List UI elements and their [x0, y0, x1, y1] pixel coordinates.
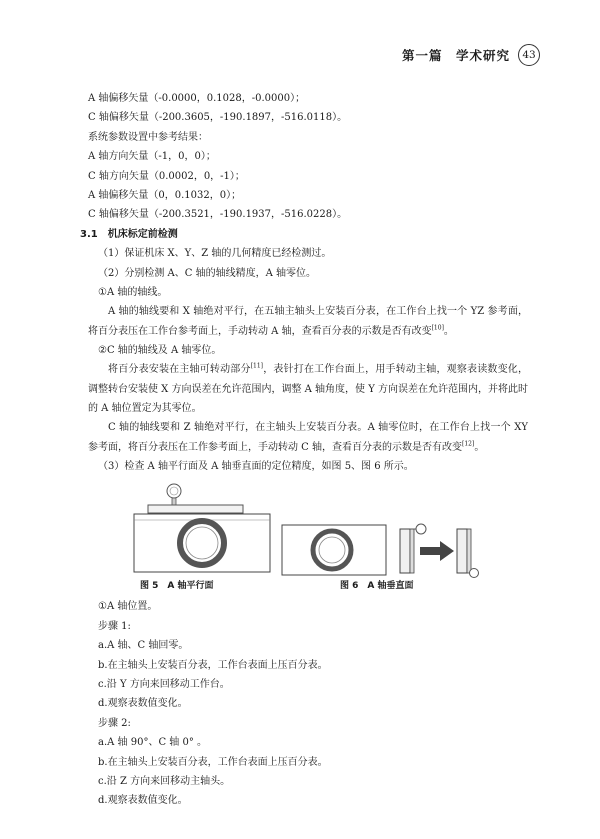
text-line: A 轴偏移矢量（0，0.1032，0）；: [88, 190, 242, 202]
citation: [12]: [462, 440, 475, 448]
side-plate: [400, 529, 410, 573]
text-line: ①A 轴位置。: [98, 601, 158, 613]
paragraph: C 轴的轴线要和 Z 轴绝对平行，在主轴头上安装百分表。A 轴零位时，在工作台上找一个 XY 参考面，将百分表压在工作参考面上，手动转动 C 轴，查看百分表的示数是否有改变[12]。: [88, 422, 528, 453]
figure-5: [132, 483, 272, 575]
citation: [11]: [250, 363, 264, 371]
text-line: C 轴方向矢量（0.0002，0，-1）；: [88, 170, 245, 182]
text-line: a.A 轴 90°、C 轴 0° 。: [98, 737, 207, 749]
side-plate: [457, 529, 467, 573]
text-line: b.在主轴头上安装百分表，工作台表面上压百分表。: [98, 756, 328, 768]
text-line: c.沿 Z 方向来回移动主轴头。: [98, 776, 231, 788]
page-body: [80, 89, 529, 811]
text-line: c.沿 Y 方向来回移动工作台。: [98, 678, 230, 690]
step-1: （1）保证机床 X、Y、Z 轴的几何精度已经检测过。: [98, 248, 332, 260]
paragraph: 将百分表安装在主轴可转动部分[11]，表针打在工作台面上，用手转动主轴，观察表读数变化，调整转台安装使 X 方向误差在允许范围内，调整 A 轴角度，使 Y 方向误差在允许范围内，并将此时的 A 轴位置定为其零位。: [88, 363, 529, 415]
step-2: （2）分别检测 A、C 轴的轴线精度，A 轴零位。: [98, 267, 316, 279]
text-line: d.观察表数值变化。: [98, 698, 188, 710]
step-3: （3）检查 A 轴平行面及 A 轴垂直面的定位精度，如图 5、图 6 所示。: [98, 460, 414, 472]
text-line: 系统参数设置中参考结果：: [88, 131, 208, 143]
c-axis-heading: ②C 轴的轴线及 A 轴零位。: [98, 345, 222, 357]
a-axis-heading: ①A 轴的轴线。: [98, 287, 168, 299]
text-line: a.A 轴、C 轴回零。: [98, 640, 189, 652]
text-line: b.在主轴头上安装百分表，工作台表面上压百分表。: [98, 659, 328, 671]
text-line: C 轴偏移矢量（-200.3605，-190.1897，-516.0118）。: [88, 112, 348, 124]
dial-indicator-icon: [470, 569, 479, 578]
figure-5-caption: 图 5 A 轴平行面: [140, 581, 214, 592]
text-line: A 轴方向矢量（-1，0，0）；: [88, 151, 216, 163]
page-header: [402, 44, 540, 66]
text-line: d.观察表数值变化。: [98, 795, 188, 807]
dial-indicator-icon: [167, 484, 181, 505]
text-line: 步骤 2:: [98, 717, 131, 729]
figure-6-caption: 图 6 A 轴垂直面: [340, 581, 414, 592]
reference-plate: [148, 505, 243, 513]
header-title: 第一篇 学术研究: [401, 48, 510, 63]
arrow-right-icon: [420, 541, 454, 561]
paragraph: A 轴的轴线要和 X 轴绝对平行，在五轴主轴头上安装百分表，在工作台上找一个 YZ 参考面，将百分表压在工作台参考面上，手动转动 A 轴，查看百分表的示数是否有改变[10]。: [88, 306, 528, 337]
figures-row: [88, 483, 528, 597]
text-line: A 轴偏移矢量（-0.0000，0.1028，-0.0000）；: [88, 93, 306, 104]
page-number: 43: [518, 44, 540, 66]
citation: [10]: [431, 324, 444, 332]
figure-6: [280, 523, 480, 579]
section-heading: 3.1 机床标定前检测: [80, 228, 178, 240]
text-line: 步骤 1:: [98, 620, 131, 632]
text-line: C 轴偏移矢量（-200.3521，-190.1937，-516.0228）。: [88, 209, 348, 221]
